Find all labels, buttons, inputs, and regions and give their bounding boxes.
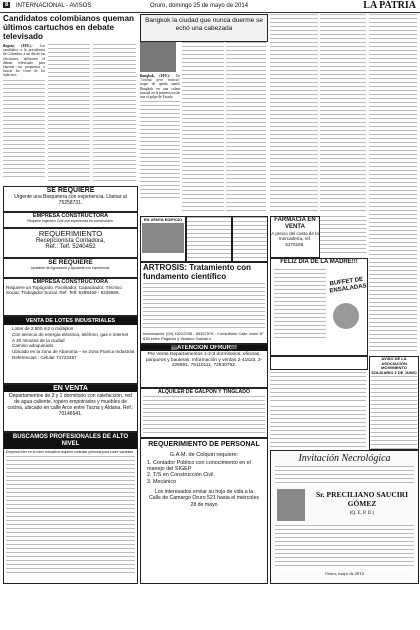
ad-title: ALQUILER DE GALPÓN Y TINGLADO [157, 389, 251, 395]
ad-text: Departamentos de 3 y 1 dormitorio con calefacción, red de agua caliente, ropero empotrados y muebles de cocina, ubicado en calle Arce entre Tacna y Aldana. Ref.: 70148541. [7, 393, 134, 417]
lotes-item: • A 20 minutos de la ciudad [12, 338, 137, 344]
invitation-date: Oruro, mayo de 2014 [325, 571, 364, 576]
page-number: 8 [5, 2, 9, 8]
colombia-dateline: Bogotá, (EFE).- [3, 44, 33, 48]
ad-farmacia [270, 216, 320, 258]
lotes-item: • Con servicio de energía eléctrica, teléfono, gas e internet [12, 332, 137, 338]
ad-venta-lotes [3, 316, 138, 384]
colombia-col1 [3, 44, 45, 184]
ad-small-3 [270, 356, 368, 370]
artrosis-body [143, 283, 265, 331]
ad-empresa-2 [3, 278, 138, 316]
ad-text: Empresa líder en el rubro educativo requiere contratar personal para cubrir vacantes. [6, 450, 134, 454]
bangkok-body-text [140, 101, 180, 201]
ad-buscamos [3, 432, 138, 584]
ad-text: Requiere Ingeniero Civil con experiencia en construcción. [27, 219, 114, 223]
colombia-title: Candidatos colombianos queman últimos cartuchos en debate televisado [3, 14, 135, 41]
classifieds-col-c [369, 14, 417, 354]
bangkok-headline [140, 14, 268, 42]
ad-invitacion-necrologica [270, 450, 419, 584]
ad-title: EN VENTA [4, 385, 137, 392]
page-header [0, 0, 420, 13]
ad-text: A precio del costo de la mercadería, ref. 5275168. [271, 231, 319, 247]
colombia-col3 [93, 44, 136, 184]
ad-line1: Recepcionista Contadora, [35, 238, 106, 244]
newspaper-logo: LA PATRIA [363, 0, 416, 11]
ad-small-2 [232, 216, 268, 262]
ad-title: REQUERIMIENTO DE PERSONAL [148, 441, 260, 448]
page-date: Oruro, domingo 25 de mayo de 2014 [150, 3, 249, 9]
portrait-photo [277, 489, 305, 521]
ad-alquiler [140, 388, 268, 438]
aviso-body [371, 376, 417, 450]
ad-line2: Ref.: Telf. 5240452 [45, 244, 96, 250]
ad-closing: Los interesados enviar su hoja de vida a la Calle de Camargo Oruro 521 hasta el miércoles 28 de mayo [149, 489, 259, 508]
menu-list [274, 269, 326, 341]
invitation-body [275, 525, 414, 569]
ad-subtitle: G.A.M. de Colquiri requiere: [169, 451, 239, 458]
alquiler-body [143, 396, 265, 434]
bangkok-excerpt: Un "cordial pero estricto" toque de queda sumió Bangkok en una calma inusual en la primera noche tras el golpe de Estado. [140, 74, 180, 100]
ad-title: ¡¡¡ATENCIÓN OFRUR!!! [141, 345, 267, 351]
requirement-item: 3. Mecánico [147, 478, 177, 485]
ad-text: Requiere un Topógrafo, Facilitador, Capacitador, Técnico Social, Trabajador Social. Ref. Telf. 5288459 - 5236665. [6, 285, 122, 296]
ad-title: Invitación Necrológica [298, 453, 391, 464]
ad-title: BUSCAMOS PROFESIONALES DE ALTO NIVEL [4, 433, 137, 449]
ad-title: FELIZ DÍA DE LA MADRE!!! [280, 259, 358, 265]
ad-requerimiento-personal [140, 438, 268, 584]
bangkok-dateline: Bangkok, (EFE).- [140, 74, 171, 78]
salad-photo [333, 303, 359, 329]
ad-title: EMPRESA CONSTRUCTORA [32, 279, 109, 285]
lotes-item: • Ubicado en la zona de Abaroma – ex zona Franca Industrial [12, 349, 137, 355]
ad-atencion [140, 344, 268, 388]
requirement-list [141, 458, 267, 488]
ad-text: Urgente una Bisquetera con experiencia. Llamar al 75258731. [14, 194, 127, 206]
lotes-item: • Camino adoquinado [12, 343, 137, 349]
colombia-body-text [3, 80, 45, 180]
requirement-item: 1. Contador Público con conocimiento en el manejo del SIGEP [147, 459, 251, 472]
classifieds-col-a [270, 14, 318, 214]
lotes-list [12, 326, 137, 361]
bangkok-col2 [182, 42, 224, 214]
deceased-name: Sr. PRECILIANO SAUCIRI GÓMEZ [315, 490, 409, 508]
lotes-item: • Lotes de 2.500 m2 o múltiplos [12, 326, 137, 332]
ad-text: Información: (04) 45222298 - 65357578 · Consultorio Calle Junín N° 635 entre Pagador y Velasco Galvarro. [143, 331, 265, 341]
ad-en-venta [3, 384, 138, 432]
ad-artrosis [140, 262, 268, 344]
ad-se-requiere-1 [3, 186, 138, 212]
requirement-item: 2. T/S en Construcción Civil [147, 472, 214, 479]
classifieds-col-b2 [320, 216, 366, 256]
ad-title: EN VENTA EDIFICIO [143, 217, 183, 222]
colombia-col2 [48, 44, 90, 184]
ad-empresa-1 [3, 212, 138, 228]
ad-title: REQUERIMIENTO [38, 229, 103, 238]
ad-title: EMPRESA CONSTRUCTORA [32, 213, 109, 219]
ad-dia-madre [270, 258, 368, 356]
rip-text: (Q. E. P. D.) [349, 511, 375, 516]
bangkok-col3 [226, 42, 266, 214]
ad-venta-edificio [140, 216, 186, 262]
ad-title: AVISO DE LA ASOCIACIÓN MOVIMIENTO SOLIDARIO 2 DE JUNIO [371, 356, 417, 375]
colombia-excerpt: Los candidatos a la presidencia de Colombia, a un día de las elecciones, utilizaron el debate televisado para exponer sus propuestas y buscar los votos de los indecisos. [3, 44, 45, 78]
invitation-intro [275, 466, 414, 486]
ad-se-requiere-2 [3, 258, 138, 278]
lotes-item: • Referencias : Celular 71723457 [12, 355, 137, 361]
ad-title: SE REQUIERE [46, 187, 95, 194]
bangkok-title: Bangkok la ciudad que nunca duerme se echó una cabezada [145, 17, 263, 32]
classifieds-col-b [320, 14, 366, 214]
bangkok-photo [140, 42, 176, 72]
ad-title: ARTROSIS: Tratamiento con fundamento científico [143, 263, 252, 281]
classifieds-col-mid2 [270, 406, 366, 448]
section-label: INTERNACIONAL - AVISOS [16, 3, 92, 9]
ad-aviso-asociacion [369, 356, 419, 450]
bangkok-col1 [140, 74, 180, 214]
buffet-label: BUFFET DE ENSALADAS [329, 276, 367, 295]
ad-requerimiento [3, 228, 138, 258]
ad-small-1 [186, 216, 232, 262]
ad-title: SE REQUIERE [48, 259, 93, 266]
building-photo [142, 223, 184, 253]
ad-title: VENTA DE LOTES INDUSTRIALES [4, 317, 137, 325]
ad-text: Pre Venta Departamentos 1-2-3 dormitorios, oficinas, parqueos y bauleras. Información y ventas 2-41523, 2-228591, 79110111, 72530792. [145, 352, 263, 369]
ad-text: Ayudante de Agronomía y ayudante con experiencia. [30, 266, 111, 270]
buscamos-body [6, 456, 135, 576]
ad-title: FARMACIA EN VENTA [274, 217, 316, 230]
